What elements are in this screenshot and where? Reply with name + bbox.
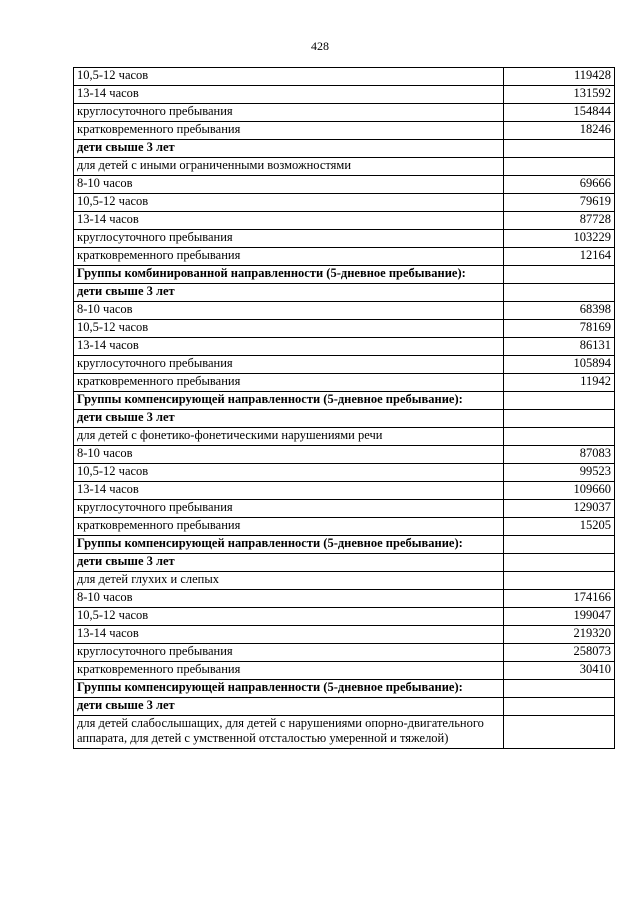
row-label: кратковременного пребывания [74, 518, 504, 536]
row-value [504, 680, 615, 698]
row-value: 99523 [504, 464, 615, 482]
row-value [504, 140, 615, 158]
row-label: кратковременного пребывания [74, 662, 504, 680]
row-label: 13-14 часов [74, 212, 504, 230]
row-label: кратковременного пребывания [74, 248, 504, 266]
row-label: Группы компенсирующей направленности (5-дневное пребывание): [74, 392, 504, 410]
table-row [74, 572, 615, 590]
row-value: 154844 [504, 104, 615, 122]
row-label: для детей глухих и слепых [74, 572, 504, 590]
table-row [74, 482, 615, 500]
row-value: 86131 [504, 338, 615, 356]
row-label: 10,5-12 часов [74, 68, 504, 86]
table-row [74, 158, 615, 176]
row-value: 258073 [504, 644, 615, 662]
row-value: 103229 [504, 230, 615, 248]
table-row [74, 464, 615, 482]
table-row [74, 608, 615, 626]
row-label: 8-10 часов [74, 446, 504, 464]
row-value [504, 698, 615, 716]
row-label: 10,5-12 часов [74, 320, 504, 338]
table-row [74, 176, 615, 194]
table-row [74, 392, 615, 410]
row-value: 105894 [504, 356, 615, 374]
table-row [74, 554, 615, 572]
row-label: круглосуточного пребывания [74, 644, 504, 662]
row-label: Группы компенсирующей направленности (5-дневное пребывание): [74, 680, 504, 698]
table-row [74, 302, 615, 320]
row-value: 131592 [504, 86, 615, 104]
row-value [504, 554, 615, 572]
table-row [74, 626, 615, 644]
row-label: 13-14 часов [74, 626, 504, 644]
row-value: 199047 [504, 608, 615, 626]
row-label: 10,5-12 часов [74, 464, 504, 482]
row-value: 219320 [504, 626, 615, 644]
table-row [74, 644, 615, 662]
table-row [74, 86, 615, 104]
row-value: 12164 [504, 248, 615, 266]
table-row [74, 446, 615, 464]
row-value: 11942 [504, 374, 615, 392]
page-number: 428 [311, 39, 329, 53]
table-row [74, 230, 615, 248]
row-label: 10,5-12 часов [74, 194, 504, 212]
row-value: 129037 [504, 500, 615, 518]
row-value [504, 536, 615, 554]
table-row [74, 500, 615, 518]
row-value: 18246 [504, 122, 615, 140]
row-value [504, 266, 615, 284]
table-row [74, 140, 615, 158]
table-row [74, 374, 615, 392]
table-row [74, 428, 615, 446]
table-row [74, 356, 615, 374]
table-row [74, 680, 615, 698]
row-label: круглосуточного пребывания [74, 356, 504, 374]
row-label: для детей слабослышащих, для детей с нарушениями опорно-двигательного аппарата, для детей с умственной отсталостью умеренной и тяжелой) [74, 716, 504, 749]
row-label: 8-10 часов [74, 302, 504, 320]
row-label: круглосуточного пребывания [74, 500, 504, 518]
row-value: 87728 [504, 212, 615, 230]
table-row [74, 698, 615, 716]
table-row [74, 338, 615, 356]
row-label: дети свыше 3 лет [74, 284, 504, 302]
row-value: 69666 [504, 176, 615, 194]
row-value: 78169 [504, 320, 615, 338]
row-value: 79619 [504, 194, 615, 212]
table-row [74, 590, 615, 608]
row-label: для детей с иными ограниченными возможностями [74, 158, 504, 176]
row-value [504, 284, 615, 302]
row-label: круглосуточного пребывания [74, 104, 504, 122]
row-label: 13-14 часов [74, 482, 504, 500]
rates-table [73, 67, 615, 749]
row-label: дети свыше 3 лет [74, 698, 504, 716]
row-label: круглосуточного пребывания [74, 230, 504, 248]
row-value: 15205 [504, 518, 615, 536]
row-label: 8-10 часов [74, 590, 504, 608]
row-value: 87083 [504, 446, 615, 464]
row-label: кратковременного пребывания [74, 374, 504, 392]
row-value [504, 392, 615, 410]
table-row [74, 320, 615, 338]
row-value [504, 572, 615, 590]
row-label: 13-14 часов [74, 86, 504, 104]
row-label: 8-10 часов [74, 176, 504, 194]
row-label: Группы комбинированной направленности (5-дневное пребывание): [74, 266, 504, 284]
rates-table-body [74, 68, 615, 749]
table-row [74, 410, 615, 428]
table-row [74, 662, 615, 680]
row-value [504, 716, 615, 749]
table-row [74, 104, 615, 122]
row-value [504, 158, 615, 176]
row-value: 119428 [504, 68, 615, 86]
table-row [74, 248, 615, 266]
table-row [74, 284, 615, 302]
row-value: 68398 [504, 302, 615, 320]
row-label: Группы компенсирующей направленности (5-дневное пребывание): [74, 536, 504, 554]
row-label: дети свыше 3 лет [74, 410, 504, 428]
table-row [74, 194, 615, 212]
row-label: 13-14 часов [74, 338, 504, 356]
row-value [504, 428, 615, 446]
table-row [74, 536, 615, 554]
table-row [74, 122, 615, 140]
table-row [74, 716, 615, 749]
row-value [504, 410, 615, 428]
row-label: дети свыше 3 лет [74, 140, 504, 158]
table-row [74, 518, 615, 536]
row-label: 10,5-12 часов [74, 608, 504, 626]
row-value: 174166 [504, 590, 615, 608]
row-value: 109660 [504, 482, 615, 500]
table-row [74, 266, 615, 284]
table-row [74, 68, 615, 86]
row-label: дети свыше 3 лет [74, 554, 504, 572]
table-row [74, 212, 615, 230]
row-label: для детей с фонетико-фонетическими нарушениями речи [74, 428, 504, 446]
row-value: 30410 [504, 662, 615, 680]
row-label: кратковременного пребывания [74, 122, 504, 140]
